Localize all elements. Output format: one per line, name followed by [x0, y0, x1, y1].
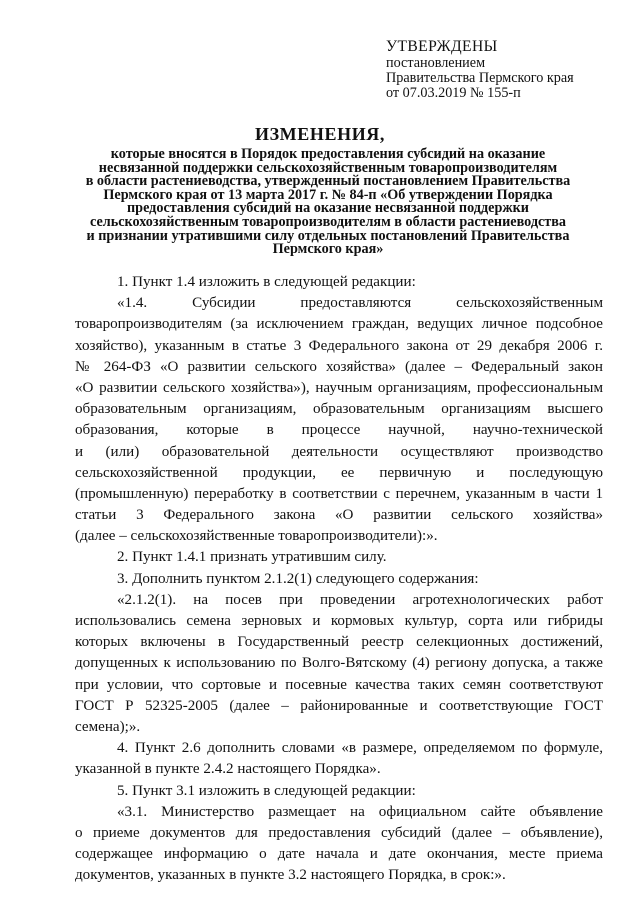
paragraph-line: которых включены в Государственный реестр селекционных достижений,: [75, 634, 603, 651]
paragraph-line: (промышленную) переработку в соответствии с перечнем, указанным в части 1: [75, 485, 603, 502]
paragraph-line: статьи 3 Федерального закона «О развитии сельского хозяйства»: [75, 507, 603, 524]
paragraph-line: допущенных к использованию по Волго-Вятскому (4) региону допуска, а также: [75, 655, 603, 672]
paragraph-line: сельскохозяйственной продукции, ее первичную и последующую: [75, 464, 603, 481]
paragraph-line: 1. Пункт 1.4 изложить в следующей редакции:: [117, 274, 416, 290]
paragraph-line: «О развитии сельского хозяйства»), научным организациям, профессиональным: [75, 379, 603, 396]
paragraph-line: 2. Пункт 1.4.1 признать утратившим силу.: [117, 549, 387, 566]
document-body: [75, 272, 603, 886]
subtitle-line: сельскохозяйственным товаропроизводителям в области растениеводства: [89, 213, 567, 230]
subtitle-line: несвязанной поддержки сельскохозяйственным товаропроизводителям: [98, 159, 558, 176]
paragraph-line: документов, указанных в пункте 3.2 настоящего Порядка, в срок:».: [75, 867, 506, 884]
approval-stamp: [386, 38, 626, 101]
paragraph-line: содержащее информацию о дате начала и дате окончания, месте приема: [75, 846, 603, 863]
subtitle-line: Пермского края»: [272, 241, 384, 258]
paragraph-line: 3. Дополнить пунктом 2.1.2(1) следующего содержания:: [117, 570, 479, 587]
paragraph-line: хозяйство), указанным в статье 3 Федерального закона от 29 декабря 2006 г.: [75, 337, 603, 354]
paragraph-line: № 264-ФЗ «О развитии сельского хозяйства» (далее – Федеральный закон: [75, 358, 603, 375]
subtitle-line: предоставления субсидий на оказание несвязанной поддержки: [127, 200, 529, 217]
paragraph-line: «3.1. Министерство размещает на официальном сайте объявление: [117, 803, 603, 820]
paragraph-line: о приеме документов для предоставления субсидий (далее – объявление),: [75, 824, 603, 841]
paragraph-line: указанной в пункте 2.4.2 настоящего Порядка».: [75, 761, 381, 778]
paragraph-line: образовательным организациям, образовательным организациям высшего: [75, 401, 603, 418]
approval-line: Правительства Пермского края: [386, 70, 574, 86]
subtitle-line: и признании утратившими силу отдельных постановлений Правительства: [86, 227, 570, 244]
document-title: ИЗМЕНЕНИЯ,: [254, 124, 385, 144]
paragraph-line: (далее – сельскохозяйственные товаропроизводители):».: [75, 528, 438, 545]
paragraph-line: «2.1.2(1). на посев при проведении агротехнологических работ: [117, 591, 603, 608]
paragraph-line: при условии, что сортовые и посевные качества таких семян соответствуют: [75, 676, 603, 693]
paragraph-line: товаропроизводителям (за исключением граждан, ведущих личное подсобное: [75, 316, 603, 333]
paragraph-line: и (или) образовательной деятельности осуществляют производство: [75, 443, 603, 460]
subtitle-line: которые вносятся в Порядок предоставления субсидий на оказание: [110, 146, 546, 162]
paragraph-line: ГОСТ Р 52325-2005 (далее – районированные и соответствующие ГОСТ: [75, 697, 603, 714]
paragraph-line: 5. Пункт 3.1 изложить в следующей редакции:: [117, 782, 416, 799]
paragraph-line: «1.4. Субсидии предоставляются сельскохозяйственным: [117, 295, 603, 312]
paragraph-line: 4. Пункт 2.6 дополнить словами «в размере, определяемом по формуле,: [117, 740, 603, 757]
subtitle-line: Пермского края от 13 марта 2017 г. № 84-п «Об утверждении Порядка: [103, 186, 553, 203]
subtitle-line: в области растениеводства, утвержденный постановлением Правительства: [85, 173, 571, 190]
paragraph-line: семена);».: [75, 718, 141, 735]
paragraph-line: образования, которые в процессе научной, научно-технической: [75, 422, 603, 439]
document-subtitle: [78, 148, 578, 257]
paragraph-line: использовались семена зерновых и кормовых культур, сорта или гибриды: [75, 613, 603, 629]
approval-heading: УТВЕРЖДЕНЫ: [386, 38, 498, 55]
approval-line: постановлением: [386, 55, 486, 71]
approval-date-number: от 07.03.2019 № 155-п: [386, 85, 521, 101]
